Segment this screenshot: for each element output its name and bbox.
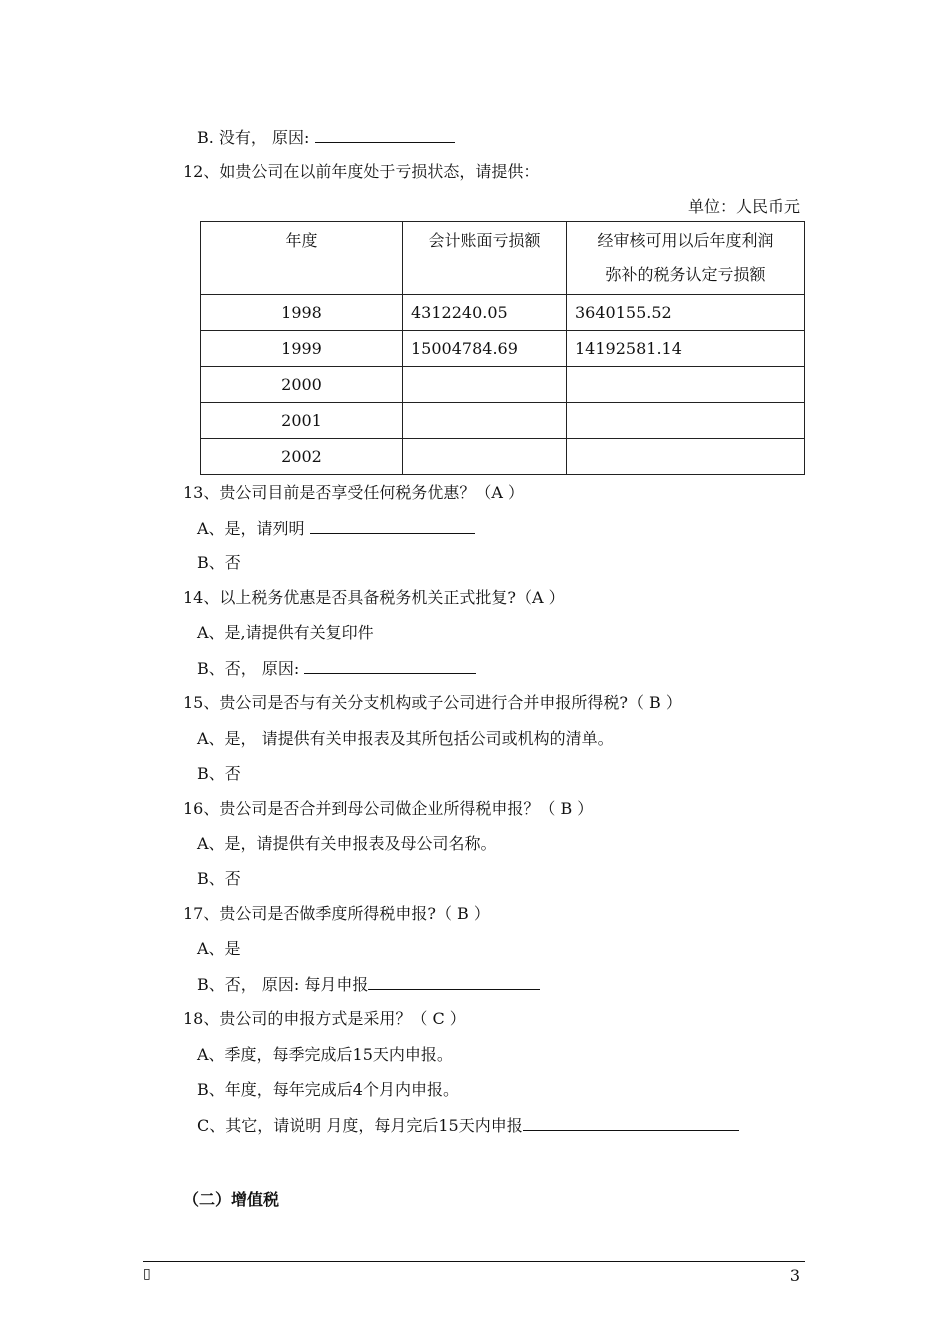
row-year: 2001 [201,403,403,439]
q15-option-b: B、否 [197,764,241,783]
row-tax-loss[interactable]: 3640155.52 [567,295,805,331]
q18-option-b: B、年度，每年完成后4个月内申报。 [197,1080,459,1099]
table-row [201,331,805,367]
table-row [201,367,805,403]
q17-option-a: A、是 [197,939,241,958]
row-book-loss[interactable] [403,367,567,403]
header-year: 年度 [201,222,403,295]
page-number: 3 [789,1266,800,1285]
q17-question: 17、贵公司是否做季度所得税申报?（ B ） [183,904,490,923]
row-tax-loss[interactable] [567,439,805,475]
footer-divider [143,1261,805,1262]
row-tax-loss[interactable] [567,403,805,439]
row-year: 1999 [201,331,403,367]
q13-question: 13、贵公司目前是否享受任何税务优惠？（A ） [183,483,525,502]
q18-explain-blank[interactable] [523,1115,739,1131]
q17-option-b-label: B、否， 原因: 每月申报 [197,975,369,994]
q15-option-a: A、是， 请提供有关申报表及其所包括公司或机构的清单。 [197,729,614,748]
footer-placeholder-icon: ▯ [143,1266,151,1282]
row-book-loss[interactable] [403,439,567,475]
q12-unit: 单位：人民币元 [687,197,800,216]
q13-option-a-label: A、是，请列明 [197,519,310,538]
header-tax-loss-line2: 弥补的税务认定亏损额 [605,265,766,284]
q18-option-c [197,1115,739,1136]
q14-question: 14、以上税务优惠是否具备税务机关正式批复?（A ） [183,588,565,607]
q18-question: 18、贵公司的申报方式是采用？（ C ） [183,1009,466,1028]
q13-option-a [197,518,475,539]
row-tax-loss[interactable]: 14192581.14 [567,331,805,367]
q11-option-b-label: B. 没有， 原因: [197,128,315,147]
q17-option-b [197,974,540,995]
q15-question: 15、贵公司是否与有关分支机构或子公司进行合并申报所得税?（ B ） [183,693,682,712]
q17-reason-blank[interactable] [368,974,540,990]
q11-option-b [197,127,455,148]
row-book-loss[interactable] [403,403,567,439]
row-book-loss[interactable]: 4312240.05 [403,295,567,331]
q14-option-b-label: B、否， 原因: [197,659,305,678]
row-tax-loss[interactable] [567,367,805,403]
q18-option-a: A、季度，每季完成后15天内申报。 [197,1045,453,1064]
row-year: 1998 [201,295,403,331]
header-book-loss: 会计账面亏损额 [403,222,567,295]
q16-option-a: A、是，请提供有关申报表及母公司名称。 [197,834,497,853]
table-row [201,403,805,439]
table-row [201,439,805,475]
header-tax-loss [567,222,805,295]
q11-reason-blank[interactable] [315,127,455,143]
loss-table-header [201,222,805,295]
row-year: 2002 [201,439,403,475]
q18-option-c-label: C、其它，请说明 月度，每月完后15天内申报 [197,1116,523,1135]
q13-option-b: B、否 [197,553,241,572]
loss-table [200,221,805,475]
q14-option-b [197,658,476,679]
q16-question: 16、贵公司是否合并到母公司做企业所得税申报？（ B ） [183,799,594,818]
q14-reason-blank[interactable] [304,658,476,674]
row-book-loss[interactable]: 15004784.69 [403,331,567,367]
table-row [201,295,805,331]
section-title-vat: （二）增值税 [183,1190,280,1209]
header-tax-loss-line1: 经审核可用以后年度利润 [597,231,774,250]
q16-option-b: B、否 [197,869,241,888]
row-year: 2000 [201,367,403,403]
q13-list-blank[interactable] [310,518,475,534]
q14-option-a: A、是,请提供有关复印件 [197,623,374,642]
q12-question: 12、如贵公司在以前年度处于亏损状态，请提供： [183,162,540,181]
